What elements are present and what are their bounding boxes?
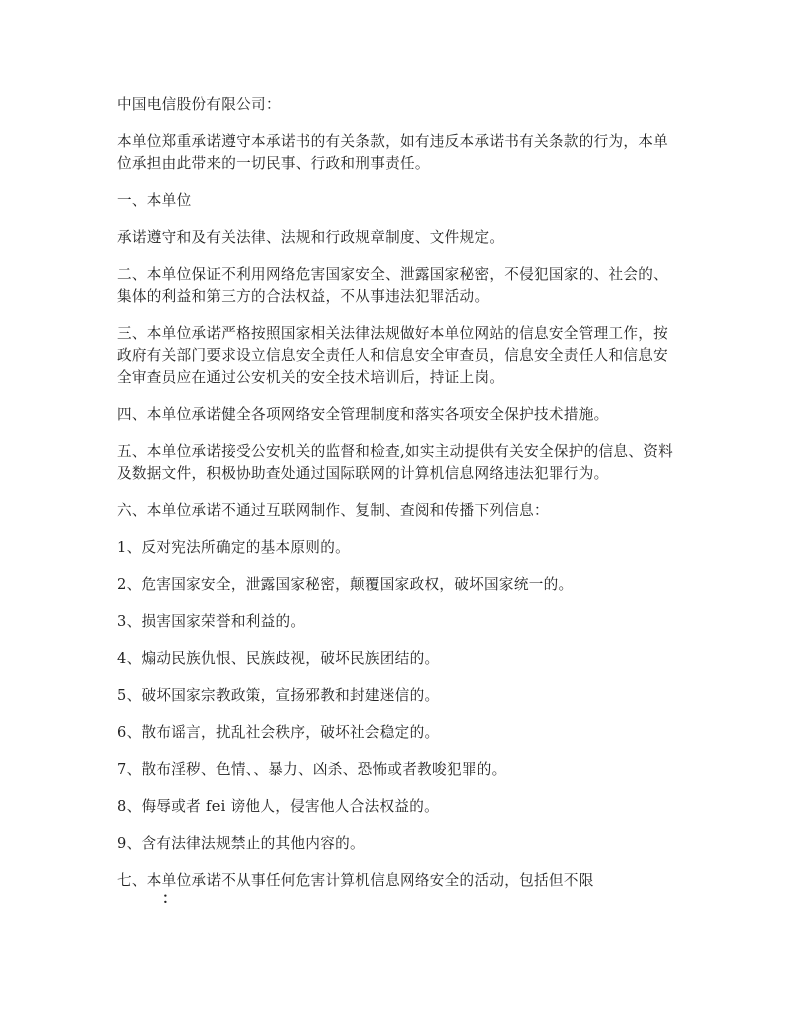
paragraph-section-6: 六、本单位承诺不通过互联网制作、复制、查阅和传播下列信息： xyxy=(117,502,549,519)
list-item-9: 9、含有法律法规禁止的其他内容的。 xyxy=(117,835,365,852)
list-item-2: 2、危害国家安全，泄露国家秘密，颠覆国家政权，破坏国家统一的。 xyxy=(117,576,574,593)
list-item-1: 1、反对宪法所确定的基本原则的。 xyxy=(117,539,350,556)
paragraph-section-4: 四、本单位承诺健全各项网络安全管理制度和落实各项安全保护技术措施。 xyxy=(117,406,609,423)
trailing-colon: ： xyxy=(162,890,177,907)
list-item-5: 5、破坏国家宗教政策，宣扬邪教和封建迷信的。 xyxy=(117,687,440,704)
list-item-3: 3、损害国家荣誉和利益的。 xyxy=(117,613,306,630)
paragraph-section-7: 七、本单位承诺不从事任何危害计算机信息网络安全的活动，包括但不限 xyxy=(117,872,594,889)
list-item-4: 4、煽动民族仇恨、民族歧视，破坏民族团结的。 xyxy=(117,650,440,667)
list-item-6: 6、散布谣言，扰乱社会秩序，破坏社会稳定的。 xyxy=(117,724,440,741)
paragraph-intro: 本单位郑重承诺遵守本承诺书的有关条款，如有违反本承诺书有关条款的行为，本单位承担由此带来的一切民事、行政和刑事责任。 xyxy=(117,133,669,172)
list-item-8: 8、侮辱或者 fei 谤他人，侵害他人合法权益的。 xyxy=(117,798,440,815)
paragraph-section-1: 一、本单位 xyxy=(117,192,192,209)
paragraph-section-5: 五、本单位承诺接受公安机关的监督和检查,如实主动提供有关安全保护的信息、资料及数据文件，积极协助查处通过国际联网的计算机信息网络违法犯罪行为。 xyxy=(117,443,674,482)
document-body xyxy=(117,94,677,907)
paragraph-section-3: 三、本单位承诺严格按照国家相关法律法规做好本单位网站的信息安全管理工作，按政府有关部门要求设立信息安全责任人和信息安全审查员，信息安全责任人和信息安全审查员应在通过公安机关的安全技术培训后，持证上岗。 xyxy=(117,325,669,386)
list-item-7: 7、散布淫秽、色情、、暴力、凶杀、恐怖或者教唆犯罪的。 xyxy=(117,761,507,778)
paragraph-section-1-body: 承诺遵守和及有关法律、法规和行政规章制度、文件规定。 xyxy=(117,229,505,246)
salutation: 中国电信股份有限公司： xyxy=(117,96,281,113)
paragraph-section-2: 二、本单位保证不利用网络危害国家安全、泄露国家秘密，不侵犯国家的、社会的、集体的利益和第三方的合法权益，不从事违法犯罪活动。 xyxy=(117,266,669,305)
